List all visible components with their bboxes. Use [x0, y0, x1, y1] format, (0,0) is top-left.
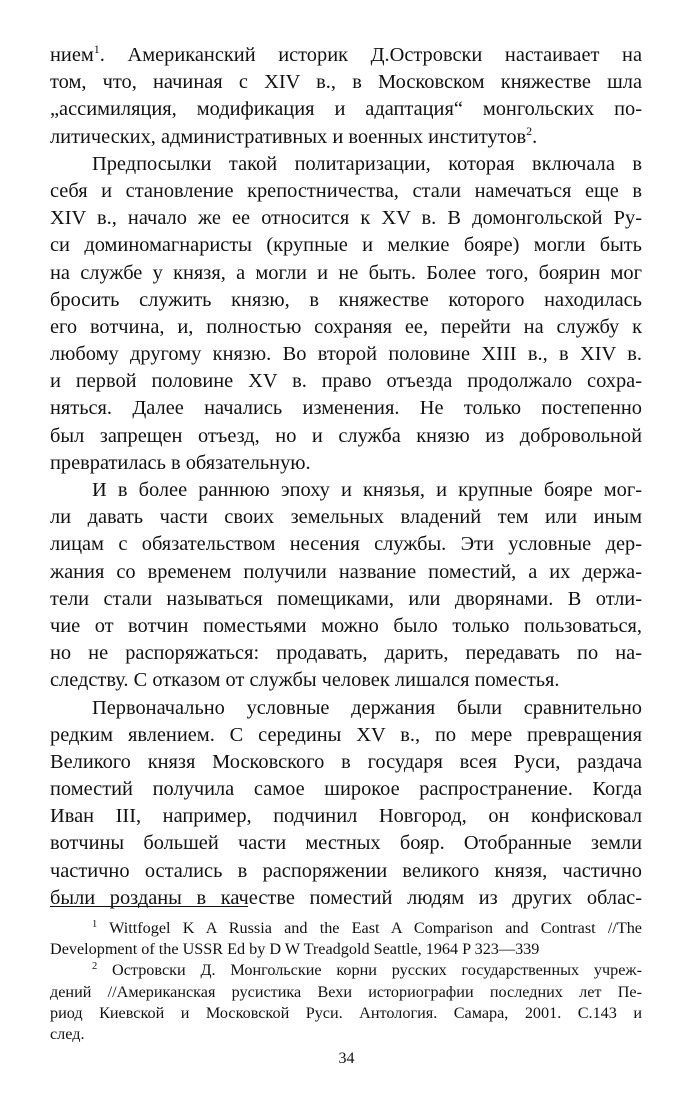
text-line: редким явлением. С середины XV в., по мере превращения — [50, 723, 642, 746]
text-line: Великого князя Московского в государя всея Руси, раздача — [50, 750, 642, 773]
text-line: бросить служить князю, в княжестве которого находилась — [50, 288, 642, 311]
text-line: жания со временем получили название поместий, а их держа- — [50, 560, 642, 583]
footnote-line: $^2$ Островски Д. Монгольские корни русских государственных учреж- — [92, 961, 642, 980]
footnote-line: риод Киевской и Московской Руси. Антология. Самара, 2001. С.143 и — [50, 1003, 642, 1022]
footnote-line: дений //Американская русистика Вехи историографии последних лет Пе- — [50, 982, 642, 1001]
text-line: себя и становление крепостничества, стали намечаться еще в — [50, 179, 642, 202]
text-line: частично остались в распоряжении великого князя, частично — [50, 859, 642, 882]
text-line: и первой половине XV в. право отъезда продолжало сохра- — [50, 370, 642, 393]
footnote-ref-1: 1 — [93, 42, 100, 56]
text-line: лицам с обязательством несения службы. Эти условные дер- — [50, 533, 642, 556]
text-line: любому другому князю. Во второй половине XIII в., в XIV в. — [50, 343, 642, 366]
text-line: следству. С отказом от службы человек лишался поместья. — [50, 669, 560, 692]
text-line: ли давать части своих земельных владений тем или иным — [50, 506, 642, 529]
text-line: Первоначально условные держания были сравнительно — [92, 696, 642, 719]
text-line: И в более раннюю эпоху и князья, и крупные бояре мог- — [92, 479, 642, 501]
footnotes — [50, 918, 642, 1045]
text-line: тели стали называться помещиками, или дворянами. В отли- — [50, 587, 642, 610]
text-line: вотчины большей части местных бояр. Отобранные земли — [50, 832, 642, 855]
text-line: литических, административных и военных институтов$^2$. — [50, 123, 538, 148]
text-line: нием$^1$. Американский историк Д.Островски настаивает на — [50, 42, 642, 66]
text-line: на службе у князя, а могли и не быть. Более того, боярин мог — [50, 261, 642, 284]
text-line: „ассимиляция, модификация и адаптация“ монгольских по- — [50, 98, 642, 121]
footnote-marker-1: 1 — [92, 919, 98, 930]
footnote-line: след. — [50, 1024, 85, 1043]
footnote-line: $^1$ Wittfogel K A Russia and the East A Comparison and Contrast //The — [92, 919, 642, 937]
text-line: были розданы в качестве поместий людям из других облас- — [50, 886, 642, 909]
footnote-divider — [50, 906, 248, 907]
footnote-marker-2: 2 — [92, 961, 98, 973]
text-line: си доминомагнаристы (крупные и мелкие бояре) могли быть — [50, 234, 642, 257]
text-line: поместий получила самое широкое распространение. Когда — [50, 778, 642, 801]
text-line: няться. Далее начались изменения. Не только постепенно — [50, 397, 642, 420]
text-line: но не распоряжаться: продавать, дарить, передавать по на- — [50, 642, 642, 665]
page-number: 34 — [338, 1050, 355, 1067]
text-line: Иван III, например, подчинил Новгород, он конфисковал — [50, 805, 642, 828]
text-line: был запрещен отъезд, но и служба князю из добровольной — [50, 424, 642, 447]
footnote-line: Development of the USSR Ed by D W Treadgold Seattle, 1964 P 323—339 — [50, 940, 540, 959]
text-line: том, что, начиная с XIV в., в Московском княжестве шла — [50, 71, 642, 94]
main-text — [50, 42, 642, 912]
text-line: превратилась в обязательную. — [50, 451, 311, 474]
text-line: XIV в., начало же ее относится к XV в. В домонгольской Ру- — [50, 207, 642, 230]
text-line: чие от вотчин поместьями можно было только пользоваться, — [50, 614, 642, 637]
text-line: Предпосылки такой политаризации, которая включала в — [92, 152, 642, 175]
footnote-ref-2: 2 — [526, 123, 533, 138]
text-line: его вотчина, и, полностью сохраняя ее, перейти на службу к — [50, 315, 642, 338]
